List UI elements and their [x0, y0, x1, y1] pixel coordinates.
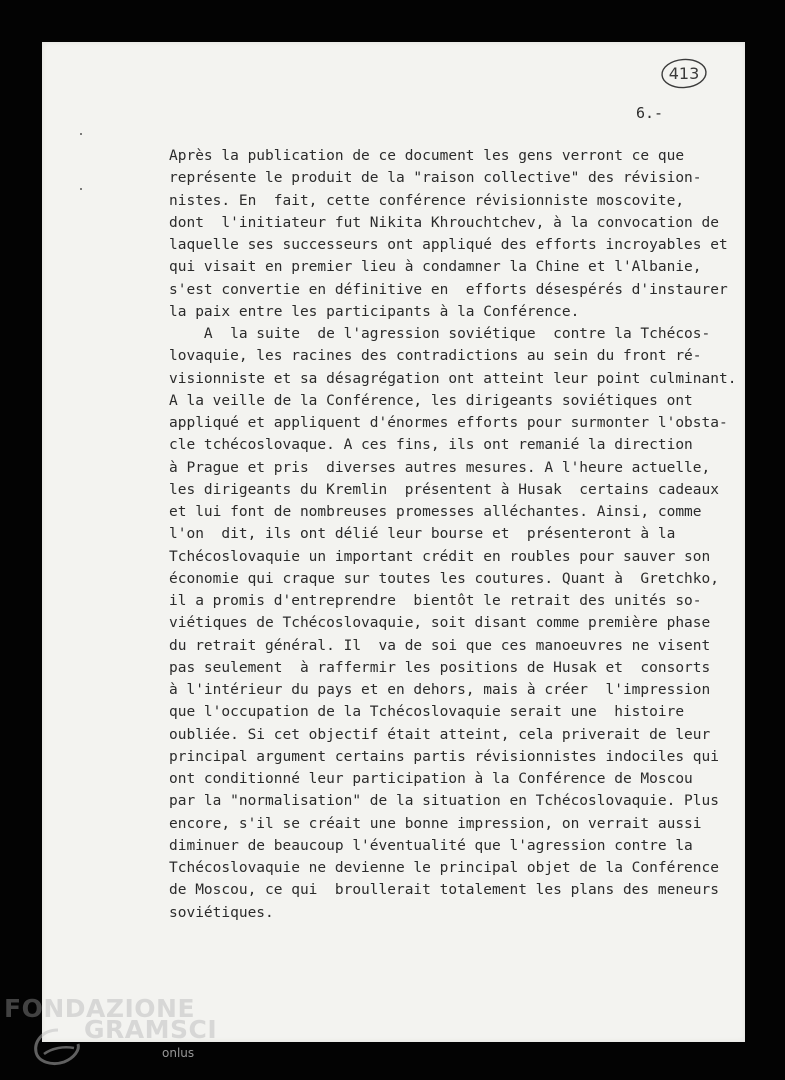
archive-number-text: 413	[668, 64, 700, 83]
watermark-line2: GRAMSCI	[84, 1015, 218, 1044]
text-line: encore, s'il se créait une bonne impression, on verrait aussi	[169, 815, 702, 832]
text-line: s'est convertie en définitive en efforts désespérés d'instaurer	[169, 281, 728, 298]
watermark-onlus: onlus	[162, 1046, 195, 1060]
text-line: A la veille de la Conférence, les dirigeants soviétiques ont	[169, 392, 693, 409]
text-line: à Prague et pris diverses autres mesures. A l'heure actuelle,	[169, 459, 711, 476]
text-line: que l'occupation de la Tchécoslovaquie serait une histoire	[169, 704, 685, 721]
text-line: lovaquie, les racines des contradictions au sein du front ré-	[169, 348, 702, 365]
text-line: qui visait en premier lieu à condamner la Chine et l'Albanie,	[169, 259, 702, 276]
text-line: oubliée. Si cet objectif était atteint, cela priverait de leur	[169, 726, 711, 743]
text-line: ont conditionné leur participation à la Conférence de Moscou	[169, 771, 693, 787]
text-line: nistes. En fait, cette conférence révisionniste moscovite,	[169, 192, 685, 209]
text-line: du retrait général. Il va de soi que ces manoeuvres ne visent	[169, 637, 711, 654]
text-line: économie qui craque sur toutes les coutures. Quant à Gretchko,	[169, 570, 719, 587]
text-line: il a promis d'entreprendre bientôt le retrait des unités so-	[169, 593, 702, 609]
text-line: A la suite de l'agression soviétique contre la Tchécos-	[169, 326, 711, 342]
watermark-line1: FONDAZIONE	[4, 994, 196, 1023]
text-line: diminuer de beaucoup l'éventualité que l'agression contre la	[169, 837, 693, 854]
archive-number-stamp	[659, 57, 709, 90]
text-line: appliqué et appliquent d'énormes efforts pour surmonter l'obsta-	[169, 415, 728, 431]
text-line: viétiques de Tchécoslovaquie, soit disant comme première phase	[169, 615, 711, 632]
margin-dot	[80, 133, 82, 135]
text-line: laquelle ses successeurs ont appliqué des efforts incroyables et	[169, 237, 728, 253]
text-line: Tchécoslovaquie un important crédit en roubles pour sauver son	[169, 548, 711, 565]
text-line: représente le produit de la "raison collective" des révision-	[169, 170, 702, 187]
text-line: par la "normalisation" de la situation en Tchécoslovaquie. Plus	[169, 793, 719, 810]
handwritten-circle-icon	[659, 57, 709, 90]
text-line: l'on dit, ils ont délié leur bourse et présenteront à la	[169, 526, 676, 543]
text-line: la paix entre les participants à la Conférence.	[169, 303, 580, 320]
text-line: principal argument certains partis révisionnistes indociles qui	[169, 748, 719, 765]
text-line: Après la publication de ce document les gens verront ce que	[169, 148, 685, 164]
text-line: les dirigeants du Kremlin présentent à Husak certains cadeaux	[169, 481, 719, 498]
document-page	[42, 42, 745, 1042]
page-number: 6.-	[636, 104, 664, 122]
text-line: pas seulement à raffermir les positions de Husak et consorts	[169, 659, 711, 676]
text-line: cle tchécoslovaque. A ces fins, ils ont remanié la direction	[169, 437, 693, 454]
watermark	[0, 988, 218, 1078]
text-line: visionniste et sa désagrégation ont atteint leur point culminant.	[169, 370, 737, 387]
text-line: soviétiques.	[169, 904, 274, 921]
text-line: dont l'initiateur fut Nikita Khrouchtchev, à la convocation de	[169, 214, 719, 231]
text-line: et lui font de nombreuses promesses alléchantes. Ainsi, comme	[169, 504, 702, 520]
typed-body-text	[169, 145, 736, 924]
text-line: Tchécoslovaquie ne devienne le principal objet de la Conférence	[169, 860, 719, 876]
text-line: de Moscou, ce qui broullerait totalement les plans des meneurs	[169, 882, 719, 899]
text-line: à l'intérieur du pays et en dehors, mais à créer l'impression	[169, 682, 711, 698]
foundation-logo-icon	[30, 1024, 86, 1068]
margin-dot	[80, 188, 82, 190]
